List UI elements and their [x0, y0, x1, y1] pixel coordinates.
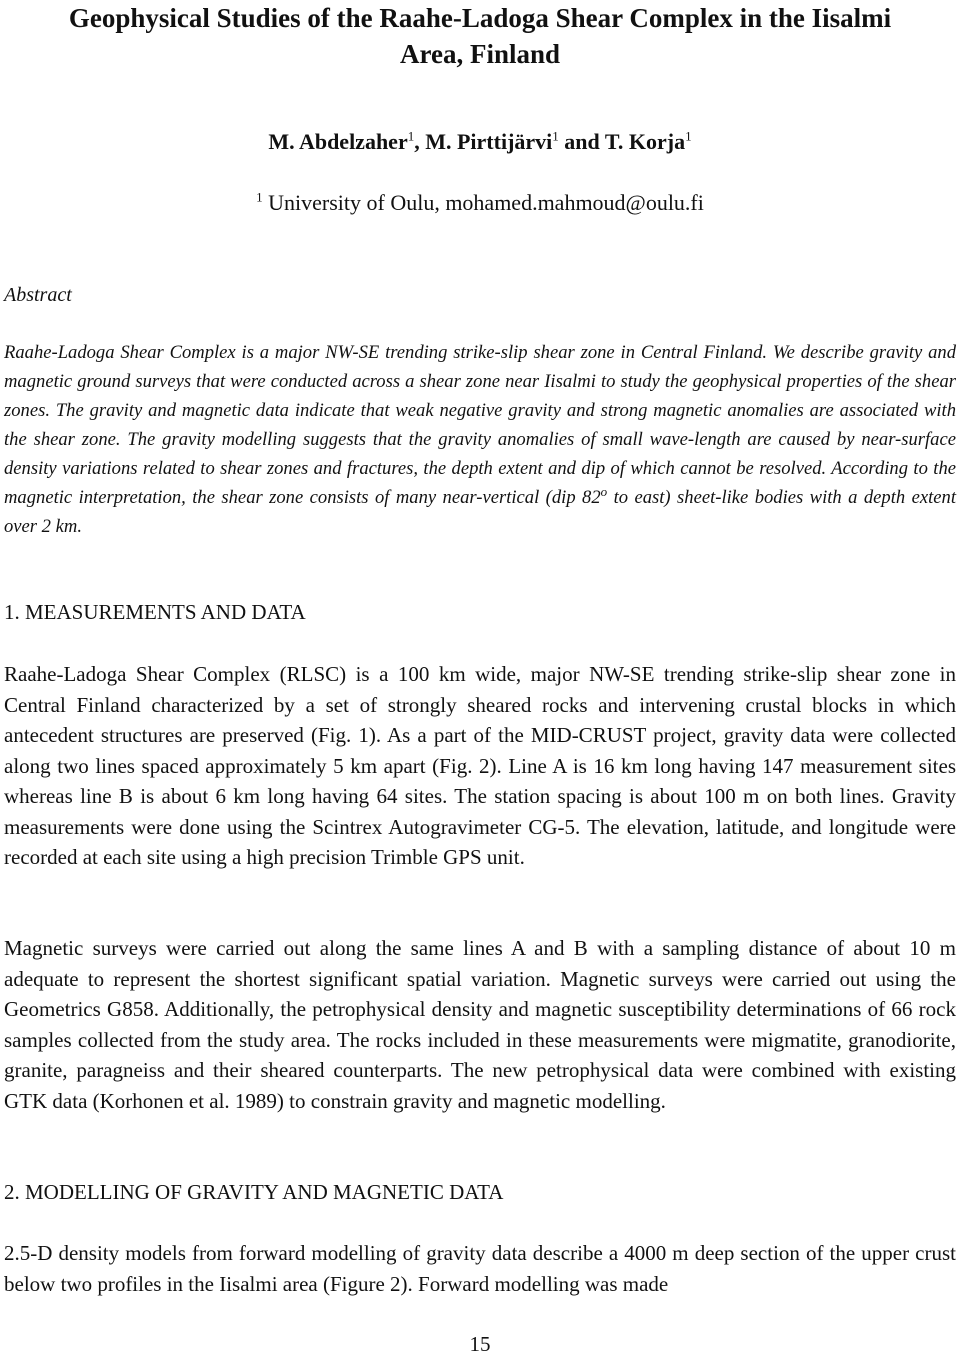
abstract-part-2: to east) sheet-like bodies with a depth extent over 2 km. — [4, 487, 956, 537]
abstract-part-1: Raahe-Ladoga Shear Complex is a major NW-SE trending strike-slip shear zone in Central Finland. We describe gravity and magnetic ground surveys that were conducted across a shear zone near Iisalmi to study the geophysical properties of the shear zones. The gravity and magnetic data indicate that weak negative gravity and strong magnetic anomalies are associated with the shear zone. The gravity modelling suggests that the gravity anomalies of small wave-length are caused by near-surface density variations related to shear zones and fractures, the depth extent and dip of which cannot be resolved. According to the magnetic interpretation, the shear zone consists of many near-vertical (dip 82 — [4, 342, 956, 508]
author-affiliation-mark: 1 — [552, 128, 559, 144]
author-affiliation-mark: 1 — [407, 128, 415, 144]
paper-title — [0, 0, 960, 72]
affiliation — [0, 188, 960, 218]
affiliation-number: 1 — [256, 189, 263, 205]
section-2-heading: 2. MODELLING OF GRAVITY AND MAGNETIC DATA — [4, 1180, 504, 1204]
author-name: T. Korja — [604, 129, 686, 154]
author-separator: , — [414, 129, 426, 154]
author-name: M. Pirttijärvi — [425, 129, 553, 154]
page-number: 15 — [469, 1332, 491, 1356]
author-name: M. Abdelzaher — [268, 129, 408, 154]
author-list — [0, 127, 960, 157]
section-2-paragraph-1: 2.5-D density models from forward modelling of gravity data describe a 4000 m deep section of the upper crust below two profiles in the Iisalmi area (Figure 2). Forward modelling was made — [4, 1241, 956, 1296]
affiliation-text: University of Oulu, mohamed.mahmoud@oulu.fi — [262, 190, 704, 215]
degree-mark: o — [600, 483, 608, 499]
title-line-1: Geophysical Studies of the Raahe-Ladoga Shear Complex in the Iisalmi — [68, 3, 892, 33]
abstract-text — [4, 338, 956, 541]
author-affiliation-mark: 1 — [685, 128, 692, 144]
section-1-heading: 1. MEASUREMENTS AND DATA — [4, 600, 306, 624]
section-1-paragraph-2: Magnetic surveys were carried out along the same lines A and B with a sampling distance of about 10 m adequate to represent the shortest significant spatial variation. Magnetic surveys were carried out using the Geometrics G858. Additionally, the petrophysical density and magnetic susceptibility determinations of 66 rock samples collected from the study area. The rocks included in these measurements were migmatite, granodiorite, granite, paragneiss and their sheared counterparts. The new petrophysical data were combined with existing GTK data (Korhonen et al. 1989) to constrain gravity and magnetic modelling. — [4, 936, 956, 1113]
title-line-2: Area, Finland — [399, 39, 561, 69]
author-separator: and — [558, 129, 605, 154]
section-1-paragraph-1: Raahe-Ladoga Shear Complex (RLSC) is a 100 km wide, major NW-SE trending strike-slip shear zone in Central Finland characterized by a set of strongly sheared rocks and intervening crustal blocks in which antecedent structures are preserved (Fig. 1). As a part of the MID-CRUST project, gravity data were collected along two lines spaced approximately 5 km apart (Fig. 2). Line A is 16 km long having 147 measurement sites whereas line B is about 6 km long having 64 sites. The station spacing is about 100 m on both lines. Gravity measurements were done using the Scintrex Autogravimeter CG-5. The elevation, latitude, and longitude were recorded at each site using a high precision Trimble GPS unit. — [4, 662, 956, 869]
abstract-heading: Abstract — [4, 284, 72, 306]
